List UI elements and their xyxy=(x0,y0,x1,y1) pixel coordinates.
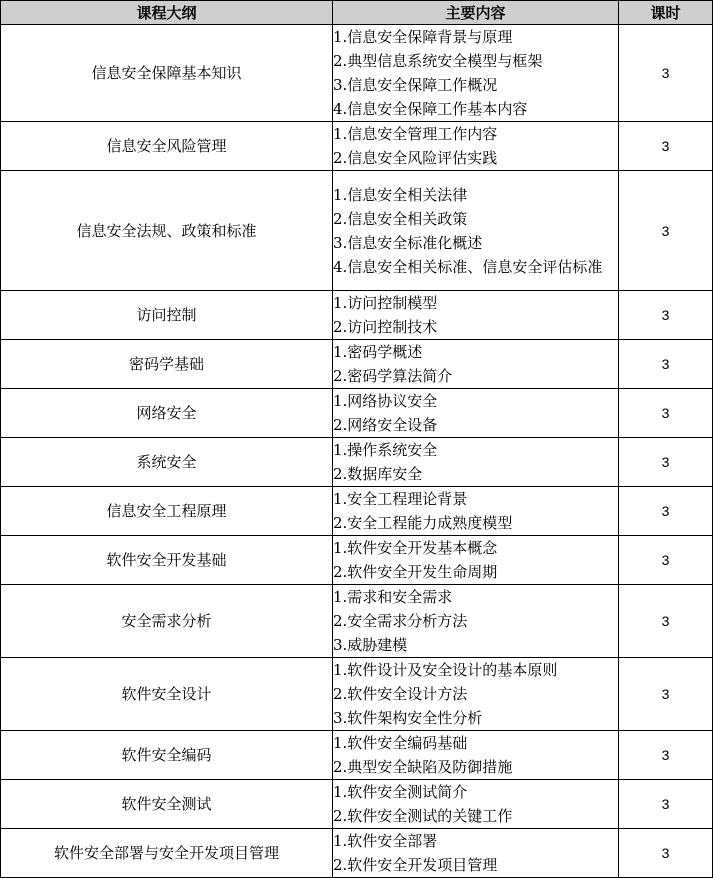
course-name: 软件安全部署与安全开发项目管理 xyxy=(1,829,333,878)
content-item: 1.操作系统安全 xyxy=(333,441,438,459)
content-cell xyxy=(333,780,619,829)
hours-value: 3 xyxy=(619,536,713,585)
hours-value: 3 xyxy=(619,25,713,122)
course-name: 软件安全编码 xyxy=(1,731,333,780)
content-cell xyxy=(333,171,619,291)
header-row xyxy=(1,1,713,25)
table-row xyxy=(1,536,713,585)
hours-value: 3 xyxy=(619,487,713,536)
course-name: 安全需求分析 xyxy=(1,585,333,658)
content-cell xyxy=(333,487,619,536)
hours-value: 3 xyxy=(619,171,713,291)
content-item: 1.网络协议安全 xyxy=(333,392,438,410)
content-item: 1.需求和安全需求 xyxy=(333,588,453,606)
course-name: 密码学基础 xyxy=(1,340,333,389)
content-item: 2.软件安全测试的关键工作 xyxy=(333,807,513,825)
content-item: 1.访问控制模型 xyxy=(333,294,438,312)
content-item: 1.软件安全编码基础 xyxy=(333,734,468,752)
content-item: 4.信息安全相关标准、信息安全评估标准 xyxy=(333,257,603,276)
hours-value: 3 xyxy=(619,122,713,171)
content-item: 2.访问控制技术 xyxy=(333,318,438,336)
hours-value: 3 xyxy=(619,585,713,658)
content-cell xyxy=(333,122,619,171)
table-row xyxy=(1,731,713,780)
content-cell xyxy=(333,291,619,340)
content-cell xyxy=(333,731,619,780)
table-row xyxy=(1,780,713,829)
content-item: 2.典型安全缺陷及防御措施 xyxy=(333,758,513,776)
table-row xyxy=(1,658,713,731)
content-item: 2.网络安全设备 xyxy=(333,416,438,434)
course-name: 软件安全开发基础 xyxy=(1,536,333,585)
content-item: 1.信息安全管理工作内容 xyxy=(333,125,498,143)
content-cell xyxy=(333,829,619,878)
header-content: 主要内容 xyxy=(333,1,619,25)
hours-value: 3 xyxy=(619,780,713,829)
hours-value: 3 xyxy=(619,731,713,780)
table-row xyxy=(1,291,713,340)
content-item: 1.信息安全相关法律 xyxy=(333,185,468,204)
content-item: 2.软件安全开发项目管理 xyxy=(333,856,498,874)
content-cell xyxy=(333,389,619,438)
course-name: 信息安全风险管理 xyxy=(1,122,333,171)
table-row xyxy=(1,122,713,171)
content-item: 2.典型信息系统安全模型与框架 xyxy=(333,52,543,70)
content-item: 1.软件安全开发基本概念 xyxy=(333,539,498,557)
table-row xyxy=(1,487,713,536)
content-item: 4.信息安全保障工作基本内容 xyxy=(333,100,528,118)
course-name: 软件安全测试 xyxy=(1,780,333,829)
course-name: 访问控制 xyxy=(1,291,333,340)
hours-value: 3 xyxy=(619,291,713,340)
content-item: 2.安全需求分析方法 xyxy=(333,612,468,630)
content-cell xyxy=(333,25,619,122)
hours-value: 3 xyxy=(619,829,713,878)
content-item: 2.软件安全开发生命周期 xyxy=(333,563,498,581)
course-name: 信息安全工程原理 xyxy=(1,487,333,536)
table-row xyxy=(1,340,713,389)
hours-value: 3 xyxy=(619,438,713,487)
content-item: 1.安全工程理论背景 xyxy=(333,490,468,508)
course-name: 网络安全 xyxy=(1,389,333,438)
content-cell xyxy=(333,658,619,731)
content-cell xyxy=(333,340,619,389)
content-item: 2.数据库安全 xyxy=(333,465,423,483)
course-name: 信息安全保障基本知识 xyxy=(1,25,333,122)
table-row xyxy=(1,389,713,438)
course-name: 信息安全法规、政策和标准 xyxy=(1,171,333,291)
header-hours: 课时 xyxy=(619,1,713,25)
table-row xyxy=(1,585,713,658)
content-item: 2.安全工程能力成熟度模型 xyxy=(333,514,513,532)
content-item: 1.软件安全部署 xyxy=(333,832,438,850)
content-item: 2.信息安全相关政策 xyxy=(333,209,468,228)
content-cell xyxy=(333,585,619,658)
content-item: 1.密码学概述 xyxy=(333,343,423,361)
content-item: 1.信息安全保障背景与原理 xyxy=(333,28,513,46)
content-item: 3.信息安全保障工作概况 xyxy=(333,76,498,94)
course-name: 系统安全 xyxy=(1,438,333,487)
content-item: 1.软件设计及安全设计的基本原则 xyxy=(333,661,558,679)
hours-value: 3 xyxy=(619,389,713,438)
content-item: 2.信息安全风险评估实践 xyxy=(333,149,498,167)
content-item: 2.软件安全设计方法 xyxy=(333,685,468,703)
content-item: 3.软件架构安全性分析 xyxy=(333,709,483,727)
course-name: 软件安全设计 xyxy=(1,658,333,731)
table-row xyxy=(1,25,713,122)
table-row xyxy=(1,438,713,487)
content-cell xyxy=(333,438,619,487)
content-item: 2.密码学算法简介 xyxy=(333,367,453,385)
content-item: 3.威胁建模 xyxy=(333,636,408,654)
table-row xyxy=(1,829,713,878)
hours-value: 3 xyxy=(619,658,713,731)
header-course: 课程大纲 xyxy=(1,1,333,25)
content-cell xyxy=(333,536,619,585)
content-item: 1.软件安全测试简介 xyxy=(333,783,468,801)
content-item: 3.信息安全标准化概述 xyxy=(333,233,483,252)
table-row xyxy=(1,171,713,291)
hours-value: 3 xyxy=(619,340,713,389)
